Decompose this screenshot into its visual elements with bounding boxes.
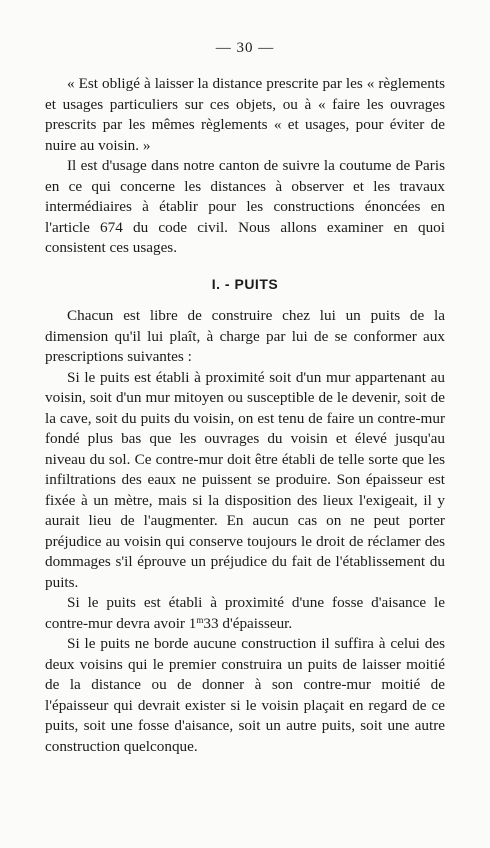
paragraph-4: Si le puits ne borde aucune construction il suffira à celui des deux voisins qui le premier construira un puits de laisser moitié de la distance ou de donner à son contre-mur moitié de l'épaisseur qui devrait exister si le voisin plaçait en regard de ce puits, soit une fosse d'aisance, soit un autre puits, soit une autre construction quelconque. xyxy=(45,635,445,755)
paragraph-3 xyxy=(45,593,445,634)
paragraph-1: Chacun est libre de construire chez lui un puits de la dimension qu'il lui plaît, à charge par lui de se conformer aux prescriptions suivantes : xyxy=(45,307,445,365)
page-number: — 30 — xyxy=(215,40,275,56)
quoted-passage: « Est obligé à laisser la distance prescrite par les « règlements et usages particuliers sur ces objets, ou à « faire les ouvrages prescrits par les mêmes règlements « et usages, pour éviter de nuire au voisin. » xyxy=(45,75,445,154)
unit-superscript: m xyxy=(196,614,204,625)
intro-text xyxy=(45,74,445,259)
paragraph-3-text-b: 33 d'épaisseur. xyxy=(203,614,293,632)
paragraph-3-text-a: Si le puits est établi à proximité d'une fosse d'aisance le contre-mur devra avoir 1 xyxy=(45,594,445,632)
intro-paragraph: Il est d'usage dans notre canton de suivre la coutume de Paris en ce qui concerne les distances à observer et les travaux intermédiaires à établir pour les constructions énoncées en l'article 674 du code civil. Nous allons examiner en quoi consistent ces usages. xyxy=(45,157,445,256)
paragraph-2: Si le puits est établi à proximité soit d'un mur appartenant au voisin, soit d'un mur mitoyen ou susceptible de le devenir, soit de la cave, soit du puits du voisin, on est tenu de faire un contre-mur fondé plus bas que les ouvrages du voisin et élevé jusqu'au niveau du sol. Ce contre-mur doit être établi de telle sorte que les infiltrations des eaux ne puissent se produire. Son épaisseur est fixée à un mètre, mais si la disposition des lieux l'exigeait, il y aurait lieu de l'augmenter. En aucun cas on ne peut porter préjudice au voisin qui conserve toujours le droit de réclamer des dommages s'il éprouve un préjudice du fait de l'établissement du puits. xyxy=(45,368,445,591)
section-body xyxy=(45,306,445,757)
section-heading: I. - PUITS xyxy=(211,276,279,292)
